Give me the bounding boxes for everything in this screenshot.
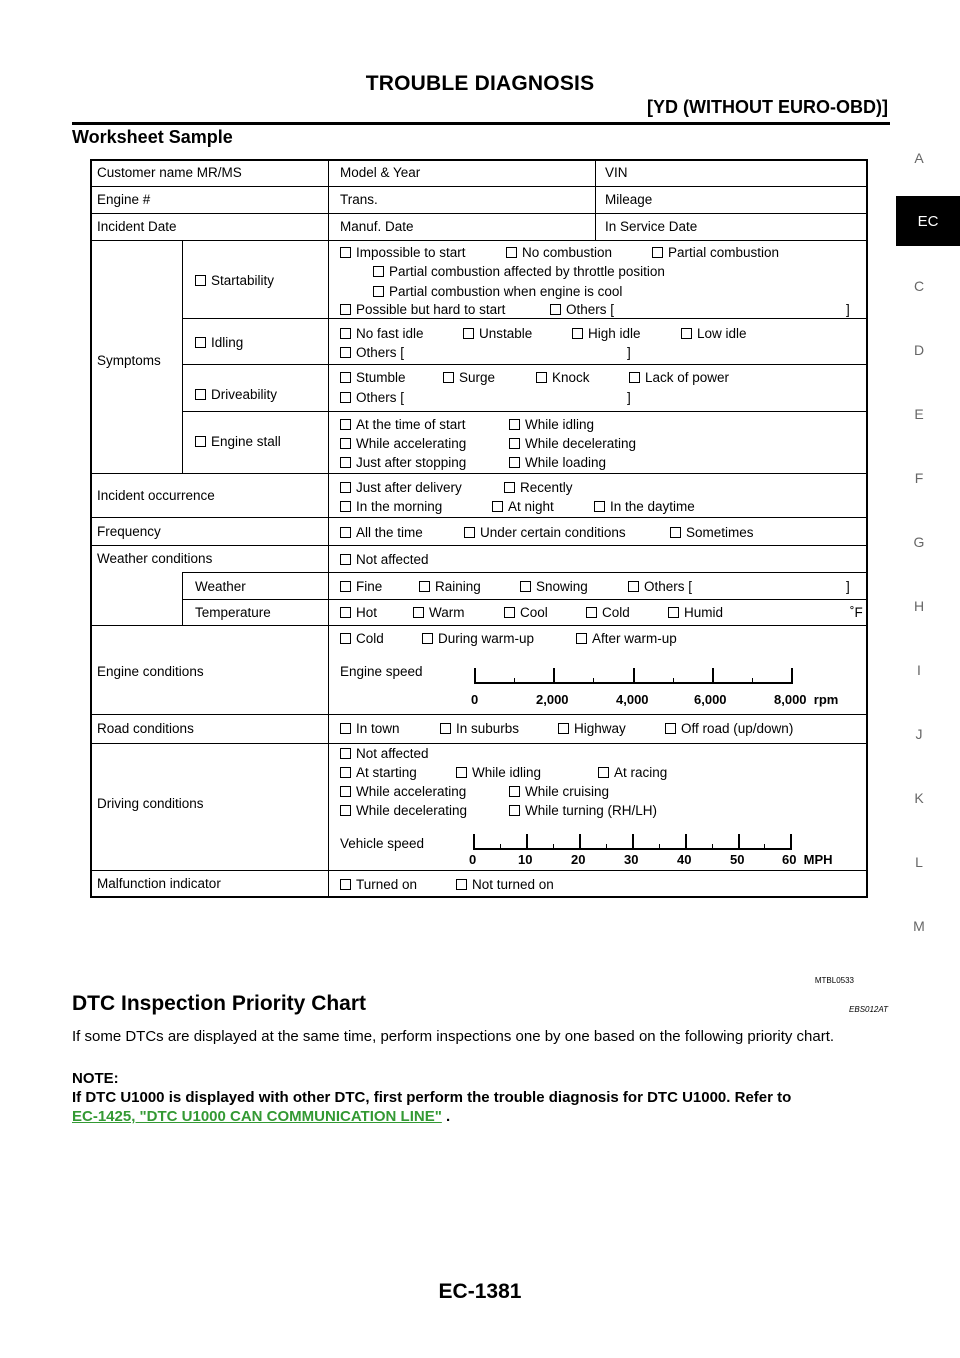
checkbox-icon[interactable] — [340, 482, 351, 493]
at-starting-option[interactable]: At starting — [340, 765, 417, 781]
page-number: EC-1381 — [438, 1280, 522, 1303]
engine-scale-label: 6,000 — [694, 692, 727, 707]
scale-major-tick — [526, 834, 528, 850]
checkbox-icon[interactable] — [340, 805, 351, 816]
checkbox-icon[interactable] — [464, 527, 475, 538]
while-turning-option[interactable]: While turning (RH/LH) — [509, 803, 657, 819]
startability-others-option[interactable]: Others [ — [550, 302, 614, 318]
row-line — [182, 599, 868, 600]
under-certain-conditions-option[interactable]: Under certain conditions — [464, 525, 626, 541]
weather-others-close: ] — [846, 579, 850, 594]
weather-label: Weather — [195, 579, 246, 594]
engine-speed-label: Engine speed — [340, 664, 423, 679]
row-line — [90, 743, 868, 744]
checkbox-icon[interactable] — [340, 723, 351, 734]
high-idle-option[interactable]: High idle — [572, 326, 641, 342]
side-index-m[interactable]: M — [913, 918, 925, 934]
col-line — [595, 159, 596, 240]
row-line — [90, 625, 868, 626]
driving-conditions-label: Driving conditions — [97, 796, 204, 811]
customer-name-label: Customer name MR/MS — [97, 165, 242, 180]
checkbox-icon[interactable] — [373, 286, 384, 297]
in-the-morning-option[interactable]: In the morning — [340, 499, 442, 515]
model-year-label: Model & Year — [340, 165, 421, 180]
checkbox-icon[interactable] — [419, 581, 430, 592]
scale-minor-tick — [514, 678, 515, 683]
side-index-k[interactable]: K — [914, 790, 924, 806]
cold-temp-option[interactable]: Cold — [586, 605, 630, 621]
checkbox-icon[interactable] — [509, 805, 520, 816]
engine-no-label: Engine # — [97, 192, 151, 207]
scale-major-tick — [790, 834, 792, 850]
table-border-left — [90, 159, 92, 898]
partial-combustion-throttle-option[interactable]: Partial combustion affected by throttle position — [373, 264, 665, 280]
checkbox-icon[interactable] — [340, 879, 351, 890]
side-index-d[interactable]: D — [913, 342, 925, 358]
highway-option[interactable]: Highway — [558, 721, 626, 737]
checkbox-icon[interactable] — [456, 879, 467, 890]
checkbox-icon[interactable] — [195, 337, 206, 348]
incident-occurrence-label: Incident occurrence — [97, 488, 215, 503]
idling-others-option[interactable]: Others [ — [340, 345, 404, 361]
startability-others-close: ] — [846, 302, 850, 317]
ref-link-dtc-u1000[interactable]: EC-1425, "DTC U1000 CAN COMMUNICATION LINE" — [72, 1108, 442, 1125]
checkbox-icon[interactable] — [195, 436, 206, 447]
row-line — [182, 318, 868, 319]
figure-code: MTBL0533 — [814, 976, 854, 985]
checkbox-icon[interactable] — [340, 633, 351, 644]
checkbox-icon[interactable] — [594, 501, 605, 512]
scale-minor-tick — [500, 844, 501, 849]
checkbox-icon[interactable] — [629, 372, 640, 383]
checkbox-icon[interactable] — [340, 419, 351, 430]
checkbox-icon[interactable] — [504, 482, 515, 493]
scale-minor-tick — [712, 844, 713, 849]
turned-on-option[interactable]: Turned on — [340, 877, 417, 893]
scale-major-tick — [633, 668, 635, 684]
startability-option[interactable]: Startability — [195, 273, 274, 289]
row-line — [182, 364, 868, 365]
sometimes-option[interactable]: Sometimes — [670, 525, 754, 541]
road-conditions-label: Road conditions — [97, 721, 194, 736]
table-border-bottom — [90, 896, 868, 898]
checkbox-icon[interactable] — [340, 457, 351, 468]
checkbox-icon[interactable] — [195, 389, 206, 400]
checkbox-icon[interactable] — [340, 767, 351, 778]
scale-major-tick — [685, 834, 687, 850]
checkbox-icon[interactable] — [665, 723, 676, 734]
side-index-e[interactable]: E — [914, 406, 924, 422]
side-index-h[interactable]: H — [913, 598, 925, 614]
checkbox-icon[interactable] — [520, 581, 531, 592]
row-line — [90, 870, 868, 871]
checkbox-icon[interactable] — [668, 607, 679, 618]
vehicle-scale-label: 50 — [730, 852, 745, 867]
checkbox-icon[interactable] — [413, 607, 424, 618]
checkbox-icon[interactable] — [340, 392, 351, 403]
warm-option[interactable]: Warm — [413, 605, 465, 621]
scale-minor-tick — [752, 678, 753, 683]
manuf-date-label: Manuf. Date — [340, 219, 414, 234]
no-combustion-option[interactable]: No combustion — [506, 245, 612, 261]
driving-while-accelerating-option[interactable]: While accelerating — [340, 784, 466, 800]
page-header-title: TROUBLE DIAGNOSIS — [365, 72, 595, 95]
hot-option[interactable]: Hot — [340, 605, 377, 621]
checkbox-icon[interactable] — [670, 527, 681, 538]
driving-while-idling-option[interactable]: While idling — [456, 765, 541, 781]
worksheet-table — [90, 159, 868, 898]
while-cruising-option[interactable]: While cruising — [509, 784, 609, 800]
side-index — [896, 0, 960, 1358]
no-fast-idle-option[interactable]: No fast idle — [340, 326, 424, 342]
dtc-section-code: EBS012AT — [849, 1005, 888, 1014]
checkbox-icon[interactable] — [504, 607, 515, 618]
stumble-option[interactable]: Stumble — [340, 370, 406, 386]
header-rule — [72, 122, 890, 125]
in-town-option[interactable]: In town — [340, 721, 400, 737]
row-line — [182, 411, 868, 412]
engine-scale-label: 2,000 — [536, 692, 569, 707]
note-label: NOTE: — [72, 1070, 119, 1087]
engine-stall-option[interactable]: Engine stall — [195, 434, 281, 450]
stall-while-decelerating-option[interactable]: While decelerating — [509, 436, 636, 452]
checkbox-icon[interactable] — [550, 304, 561, 315]
partial-combustion-cool-option[interactable]: Partial combustion when engine is cool — [373, 284, 622, 300]
just-after-stopping-option[interactable]: Just after stopping — [340, 455, 466, 471]
vehicle-scale-label: 20 — [571, 852, 586, 867]
checkbox-icon[interactable] — [340, 607, 351, 618]
driving-not-affected-option[interactable]: Not affected — [340, 746, 429, 762]
at-racing-option[interactable]: At racing — [598, 765, 667, 781]
scale-major-tick — [553, 668, 555, 684]
checkbox-icon[interactable] — [340, 581, 351, 592]
scale-major-tick — [632, 834, 634, 850]
checkbox-icon[interactable] — [340, 247, 351, 258]
vin-label: VIN — [605, 165, 628, 180]
checkbox-icon[interactable] — [572, 328, 583, 339]
side-index-f[interactable]: F — [914, 470, 924, 486]
while-loading-option[interactable]: While loading — [509, 455, 606, 471]
side-index-j[interactable]: J — [915, 726, 923, 742]
checkbox-icon[interactable] — [558, 723, 569, 734]
lack-of-power-option[interactable]: Lack of power — [629, 370, 729, 386]
raining-option[interactable]: Raining — [419, 579, 481, 595]
dtc-paragraph: If some DTCs are displayed at the same time, perform inspections one by one based on the following priority chart. — [72, 1028, 835, 1045]
scale-major-tick — [738, 834, 740, 850]
checkbox-icon[interactable] — [509, 419, 520, 430]
checkbox-icon[interactable] — [463, 328, 474, 339]
possible-but-hard-option[interactable]: Possible but hard to start — [340, 302, 505, 318]
all-the-time-option[interactable]: All the time — [340, 525, 423, 541]
scale-minor-tick — [606, 844, 607, 849]
row-line — [90, 517, 868, 518]
checkbox-icon[interactable] — [340, 304, 351, 315]
engine-scale-label: 0 — [471, 692, 479, 707]
row-line — [90, 213, 868, 214]
low-idle-option[interactable]: Low idle — [681, 326, 747, 342]
surge-option[interactable]: Surge — [443, 370, 495, 386]
scale-minor-tick — [764, 844, 765, 849]
scale-minor-tick — [673, 678, 674, 683]
weather-conditions-label: Weather conditions — [97, 551, 213, 566]
incident-date-label: Incident Date — [97, 219, 177, 234]
scale-major-tick — [474, 668, 476, 684]
trans-label: Trans. — [340, 192, 378, 207]
checkbox-icon[interactable] — [340, 554, 351, 565]
cold-option[interactable]: Cold — [340, 631, 384, 647]
partial-combustion-option[interactable]: Partial combustion — [652, 245, 779, 261]
stall-while-accelerating-option[interactable]: While accelerating — [340, 436, 466, 452]
in-suburbs-option[interactable]: In suburbs — [440, 721, 519, 737]
weather-others-option[interactable]: Others [ — [628, 579, 692, 595]
checkbox-icon[interactable] — [195, 275, 206, 286]
cool-option[interactable]: Cool — [504, 605, 548, 621]
note-reference: EC-1425, "DTC U1000 CAN COMMUNICATION LINE" . — [72, 1108, 451, 1125]
scale-major-tick — [579, 834, 581, 850]
checkbox-icon[interactable] — [509, 786, 520, 797]
note-text: If DTC U1000 is displayed with other DTC, first perform the trouble diagnosis for DTC U1000. Refer to — [72, 1089, 792, 1106]
engine-conditions-label: Engine conditions — [97, 664, 204, 679]
just-after-delivery-option[interactable]: Just after delivery — [340, 480, 462, 496]
weather-not-affected-option[interactable]: Not affected — [340, 552, 429, 568]
checkbox-icon[interactable] — [652, 247, 663, 258]
side-index-i[interactable]: I — [917, 662, 921, 678]
row-line — [90, 714, 868, 715]
at-night-option[interactable]: At night — [492, 499, 554, 515]
vehicle-scale-label: 40 — [677, 852, 692, 867]
scale-minor-tick — [593, 678, 594, 683]
checkbox-icon[interactable] — [506, 247, 517, 258]
driveability-others-close: ] — [627, 390, 631, 405]
engine-scale-label: 8,000 rpm — [774, 692, 839, 707]
driveability-option[interactable]: Driveability — [195, 387, 277, 403]
scale-major-tick — [712, 668, 714, 684]
vehicle-scale-label: 60 MPH — [782, 852, 833, 867]
impossible-to-start-option[interactable]: Impossible to start — [340, 245, 466, 261]
row-line — [90, 240, 868, 241]
after-warm-up-option[interactable]: After warm-up — [576, 631, 677, 647]
checkbox-icon[interactable] — [340, 786, 351, 797]
vehicle-scale-label: 10 — [518, 852, 533, 867]
checkbox-icon[interactable] — [536, 372, 547, 383]
checkbox-icon[interactable] — [422, 633, 433, 644]
scale-minor-tick — [659, 844, 660, 849]
engine-scale-label: 4,000 — [616, 692, 649, 707]
vehicle-scale-label: 0 — [469, 852, 477, 867]
temperature-unit: ˚F — [850, 605, 863, 620]
checkbox-icon[interactable] — [509, 438, 520, 449]
not-turned-on-option[interactable]: Not turned on — [456, 877, 554, 893]
row-line — [90, 545, 868, 546]
checkbox-icon[interactable] — [443, 372, 454, 383]
temperature-label: Temperature — [195, 605, 271, 620]
checkbox-icon[interactable] — [340, 347, 351, 358]
vehicle-speed-label: Vehicle speed — [340, 836, 425, 851]
at-time-of-start-option[interactable]: At the time of start — [340, 417, 466, 433]
scale-major-tick — [473, 834, 475, 850]
section-title-worksheet: Worksheet Sample — [72, 127, 233, 147]
fine-option[interactable]: Fine — [340, 579, 382, 595]
scale-minor-tick — [553, 844, 554, 849]
scale-major-tick — [791, 668, 793, 684]
driving-while-decelerating-option[interactable]: While decelerating — [340, 803, 467, 819]
checkbox-icon[interactable] — [492, 501, 503, 512]
side-index-a[interactable]: A — [914, 150, 924, 166]
mileage-label: Mileage — [605, 192, 653, 207]
snowing-option[interactable]: Snowing — [520, 579, 588, 595]
checkbox-icon[interactable] — [628, 581, 639, 592]
side-index-l[interactable]: L — [915, 854, 923, 870]
row-line — [182, 572, 868, 573]
checkbox-icon[interactable] — [340, 328, 351, 339]
vehicle-scale-label: 30 — [624, 852, 639, 867]
dtc-section-title: DTC Inspection Priority Chart — [72, 992, 367, 1015]
col-line — [328, 159, 329, 898]
checkbox-icon[interactable] — [598, 767, 609, 778]
checkbox-icon[interactable] — [340, 748, 351, 759]
symptoms-label: Symptoms — [97, 353, 161, 368]
checkbox-icon[interactable] — [456, 767, 467, 778]
col-line — [182, 240, 183, 473]
stall-while-idling-option[interactable]: While idling — [509, 417, 594, 433]
table-border-top — [90, 159, 868, 161]
in-the-daytime-option[interactable]: In the daytime — [594, 499, 695, 515]
row-line — [90, 186, 868, 187]
knock-option[interactable]: Knock — [536, 370, 590, 386]
col-line — [182, 572, 183, 625]
side-index-c[interactable]: C — [913, 278, 925, 294]
side-index-g[interactable]: G — [913, 534, 925, 550]
idling-option[interactable]: Idling — [195, 335, 243, 351]
checkbox-icon[interactable] — [681, 328, 692, 339]
checkbox-icon[interactable] — [509, 457, 520, 468]
during-warm-up-option[interactable]: During warm-up — [422, 631, 534, 647]
unstable-option[interactable]: Unstable — [463, 326, 532, 342]
checkbox-icon[interactable] — [440, 723, 451, 734]
driveability-others-option[interactable]: Others [ — [340, 390, 404, 406]
checkbox-icon[interactable] — [340, 501, 351, 512]
idling-others-close: ] — [627, 345, 631, 360]
off-road-option[interactable]: Off road (up/down) — [665, 721, 793, 737]
checkbox-icon[interactable] — [340, 438, 351, 449]
malfunction-indicator-label: Malfunction indicator — [97, 876, 221, 891]
in-service-date-label: In Service Date — [605, 219, 698, 234]
frequency-label: Frequency — [97, 524, 161, 539]
row-line — [90, 473, 868, 474]
checkbox-icon[interactable] — [373, 266, 384, 277]
checkbox-icon[interactable] — [340, 372, 351, 383]
humid-option[interactable]: Humid — [668, 605, 723, 621]
page-header-subtitle: [YD (WITHOUT EURO-OBD)] — [647, 97, 888, 117]
recently-option[interactable]: Recently — [504, 480, 573, 496]
checkbox-icon[interactable] — [586, 607, 597, 618]
checkbox-icon[interactable] — [576, 633, 587, 644]
checkbox-icon[interactable] — [340, 527, 351, 538]
table-border-right — [866, 159, 868, 898]
side-index-ec-active[interactable]: EC — [896, 196, 960, 246]
